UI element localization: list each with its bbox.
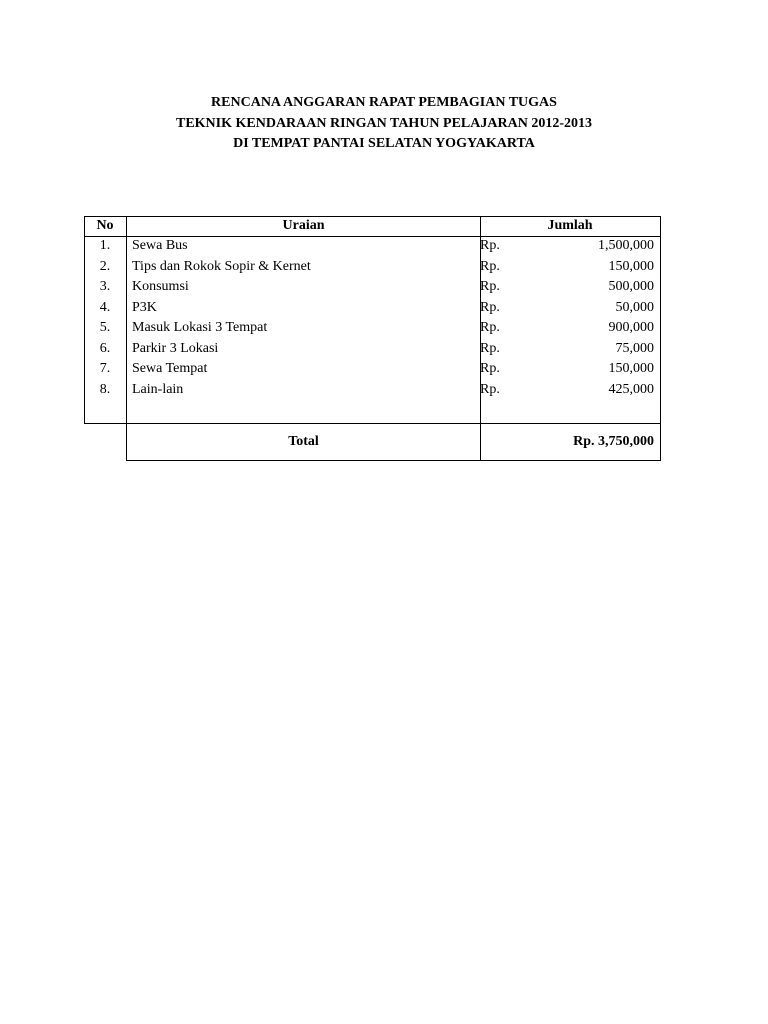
row-1-currency: Rp.: [480, 238, 500, 253]
table-right-border: [660, 216, 661, 461]
row-6-amount: 75,000: [615, 340, 654, 356]
row-7-no: 7.: [99, 361, 111, 376]
row-1-uraian: Sewa Bus: [132, 238, 188, 253]
row-4-currency: Rp.: [480, 299, 500, 315]
row-8-no: 8.: [99, 381, 111, 397]
row-6-uraian: Parkir 3 Lokasi: [132, 340, 219, 356]
title-line-3: DI TEMPAT PANTAI SELATAN YOGYAKARTA: [233, 136, 535, 151]
row-1-no: 1.: [99, 238, 111, 253]
header-jumlah: Jumlah: [547, 218, 593, 233]
table-bottom-border: [126, 460, 661, 461]
row-8-jumlah: [480, 380, 654, 401]
row-5-amount: 900,000: [608, 320, 654, 335]
row-7-jumlah: [480, 359, 654, 380]
row-6-no: 6.: [99, 340, 111, 356]
row-7-uraian: Sewa Tempat: [132, 361, 208, 376]
row-5-uraian: Masuk Lokasi 3 Tempat: [132, 320, 268, 335]
title-line-1: RENCANA ANGGARAN RAPAT PEMBAGIAN TUGAS: [211, 95, 557, 110]
row-3-jumlah: [480, 277, 654, 298]
row-2-uraian: Tips dan Rokok Sopir & Kernet: [132, 258, 311, 274]
title-line-2: TEKNIK KENDARAAN RINGAN TAHUN PELAJARAN 2012-2013: [175, 115, 592, 131]
row-5-no: 5.: [99, 320, 111, 335]
total-label: Total: [288, 434, 319, 449]
header-uraian: Uraian: [282, 218, 325, 233]
row-5-currency: Rp.: [480, 320, 500, 335]
row-7-currency: Rp.: [480, 361, 500, 376]
row-3-amount: 500,000: [608, 279, 654, 294]
budget-table: [84, 216, 661, 461]
row-4-no: 4.: [99, 299, 111, 315]
row-1-amount: 1,500,000: [598, 238, 654, 253]
row-8-currency: Rp.: [480, 381, 500, 397]
row-1-jumlah: [480, 236, 654, 257]
row-8-amount: 425,000: [608, 381, 654, 397]
total-amount: Rp. 3,750,000: [573, 434, 654, 449]
row-3-no: 3.: [99, 279, 111, 294]
row-6-jumlah: [480, 339, 654, 360]
row-7-amount: 150,000: [608, 361, 654, 376]
row-5-jumlah: [480, 318, 654, 339]
row-6-currency: Rp.: [480, 340, 500, 356]
row-2-no: 2.: [99, 258, 111, 274]
row-3-uraian: Konsumsi: [132, 279, 189, 294]
document-title: [0, 93, 768, 155]
header-no: No: [96, 218, 114, 233]
body-bottom-border: [84, 423, 661, 424]
row-2-jumlah: [480, 257, 654, 278]
row-8-uraian: Lain-lain: [132, 381, 184, 397]
row-4-uraian: P3K: [132, 299, 157, 315]
row-4-jumlah: [480, 298, 654, 319]
row-4-amount: 50,000: [615, 299, 654, 315]
no-column-divider: [126, 216, 127, 461]
row-2-currency: Rp.: [480, 258, 500, 274]
row-2-amount: 150,000: [608, 258, 654, 274]
row-3-currency: Rp.: [480, 279, 500, 294]
